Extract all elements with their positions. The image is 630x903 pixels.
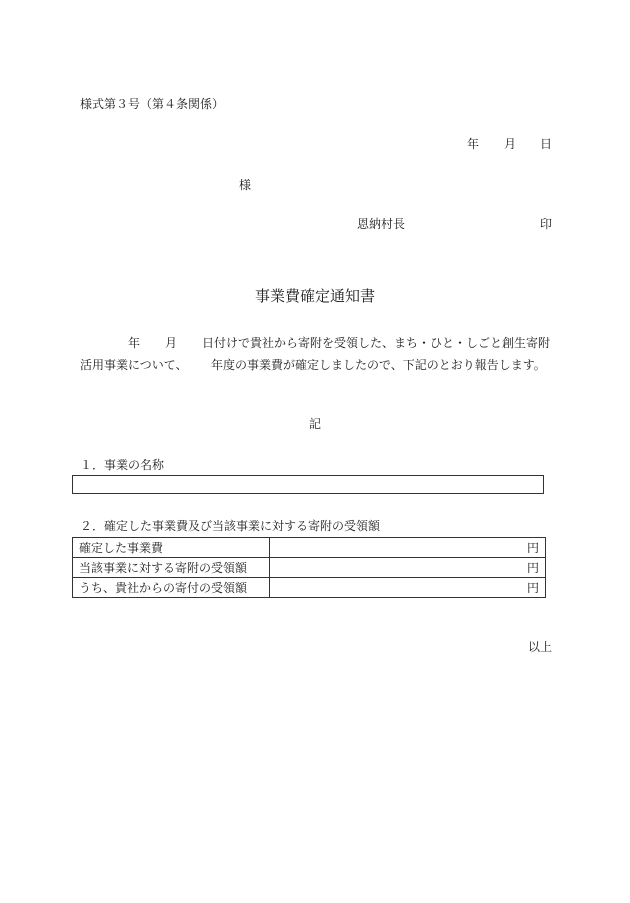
body-month: 月 [165, 336, 178, 350]
table-row [73, 558, 546, 578]
row-label: 確定した事業費 [73, 538, 270, 558]
ki-label: 記 [309, 417, 322, 431]
body-year: 年 [128, 336, 141, 350]
section2-heading: ２．確定した事業費及び当該事業に対する寄附の受領額 [80, 519, 381, 533]
project-name-field[interactable] [72, 475, 544, 494]
closing-text: 以上 [528, 640, 553, 654]
date-year: 年 [467, 137, 480, 151]
amount-cell[interactable]: 円 [270, 558, 546, 578]
table-row [73, 538, 546, 558]
date-month: 月 [504, 137, 517, 151]
body-line1-text: 日付けで貴社から寄附を受領した、まち・ひと・しごと創生寄附 [202, 336, 551, 350]
body-line2-text-a: 活用事業について、 [80, 358, 188, 372]
amount-cell[interactable]: 円 [270, 538, 546, 558]
recipient-suffix: 様 [239, 178, 252, 192]
section1-heading: １．事業の名称 [80, 458, 165, 472]
sender-title: 恩納村長 [357, 217, 406, 231]
document-title: 事業費確定通知書 [255, 287, 376, 305]
row-label: 当該事業に対する寄附の受領額 [73, 558, 270, 578]
date-day: 日 [540, 137, 553, 151]
body-line2-text-b: 年度の事業費が確定しましたので、下記のとおり報告します。 [211, 358, 546, 372]
table-row [73, 578, 546, 598]
amount-table [72, 537, 546, 598]
form-number: 様式第３号（第４条関係） [80, 97, 225, 111]
row-label: うち、貴社からの寄付の受領額 [73, 578, 270, 598]
sender-seal: 印 [540, 217, 553, 231]
amount-cell[interactable]: 円 [270, 578, 546, 598]
